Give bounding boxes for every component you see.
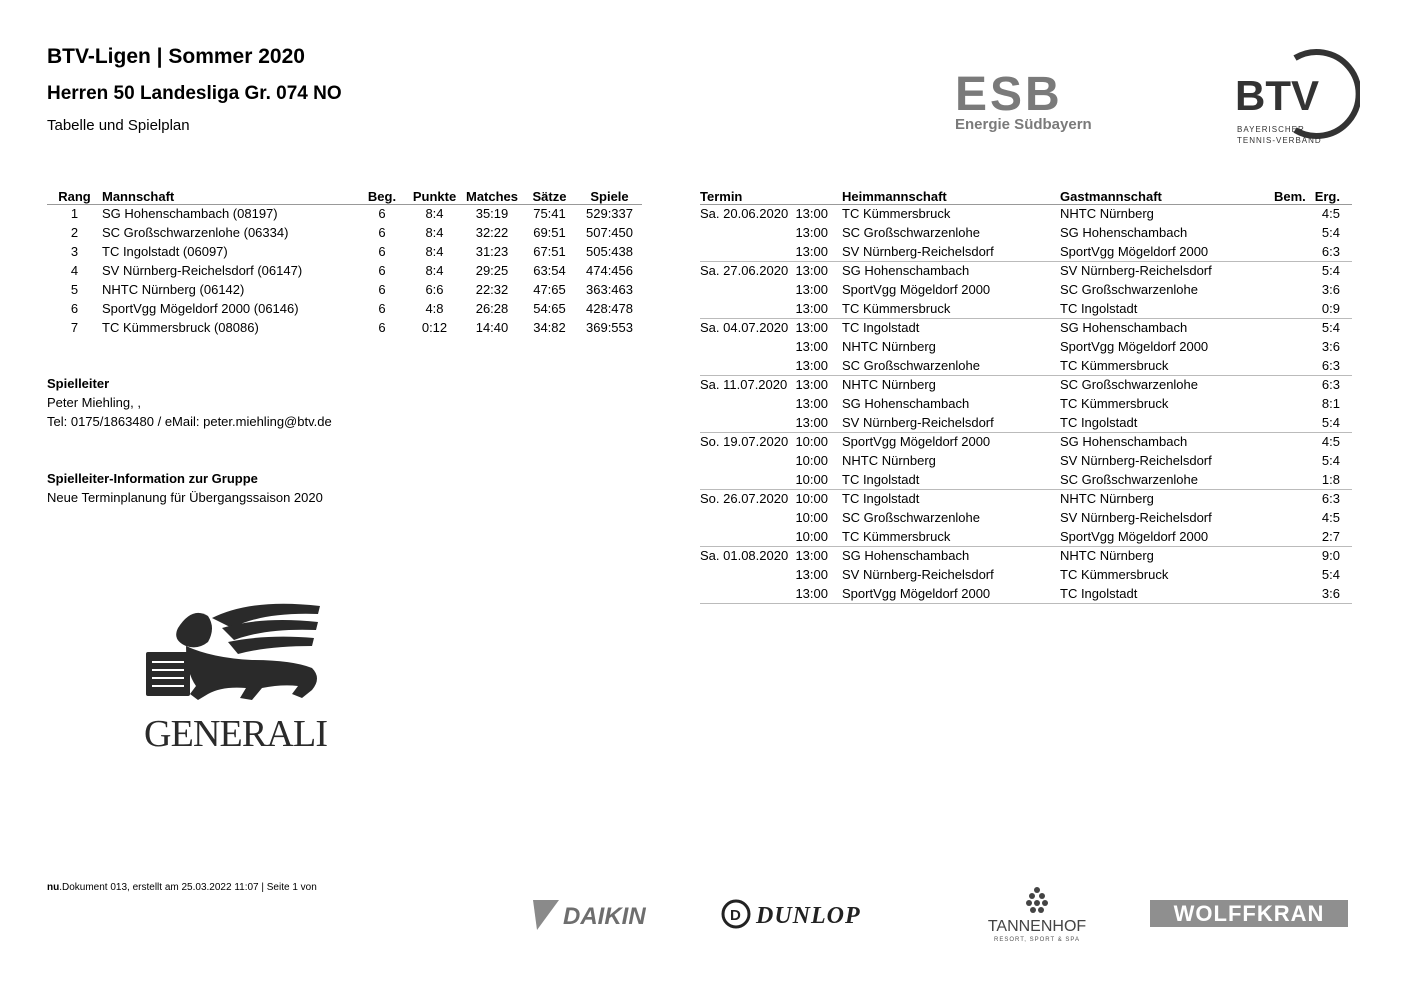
standings-cell-saetze: 67:51 bbox=[533, 244, 566, 259]
schedule-cell-bem bbox=[1274, 527, 1312, 546]
schedule-cell-bem bbox=[1274, 508, 1312, 527]
standings-cell-matches: 31:23 bbox=[475, 244, 509, 259]
schedule-row bbox=[700, 470, 1352, 489]
schedule-cell-erg: 4:5 bbox=[1321, 434, 1340, 450]
tannenhof-logo bbox=[975, 884, 1100, 944]
schedule-cell-date: Sa. 04.07.2020 bbox=[700, 320, 789, 336]
schedule-cell-guest: TC Ingolstadt bbox=[1060, 584, 1274, 603]
schedule-cell-date bbox=[700, 223, 793, 242]
schedule-cell-erg: 3:6 bbox=[1321, 339, 1340, 354]
schedule-cell-guest: SportVgg Mögeldorf 2000 bbox=[1060, 527, 1274, 546]
standings-cell-punkte: 6:6 bbox=[425, 282, 444, 297]
btv-logo-line1: BAYERISCHER bbox=[1237, 125, 1305, 134]
schedule-cell-date bbox=[700, 527, 793, 546]
schedule-cell-erg: 9:0 bbox=[1321, 548, 1340, 564]
schedule-cell-time: 10:00 bbox=[795, 434, 828, 450]
schedule-cell-time: 13:00 bbox=[795, 320, 828, 336]
standings-cell-spiele: 474:456 bbox=[586, 263, 633, 278]
daikin-wordmark: DAIKIN bbox=[563, 903, 646, 930]
col-rang: Rang bbox=[47, 184, 102, 204]
schedule-cell-erg: 6:3 bbox=[1321, 491, 1340, 507]
schedule-cell-time: 13:00 bbox=[793, 356, 842, 375]
schedule-cell-guest: TC Kümmersbruck bbox=[1060, 567, 1169, 582]
schedule-cell-date bbox=[700, 356, 793, 375]
schedule-cell-bem bbox=[1274, 318, 1312, 337]
schedule-cell-time: 10:00 bbox=[795, 510, 828, 525]
schedule-cell-time: 13:00 bbox=[793, 413, 842, 432]
standings-cell-matches: 22:32 bbox=[475, 282, 509, 297]
schedule-cell-time: 13:00 bbox=[793, 242, 842, 261]
standings-header-row bbox=[47, 184, 642, 204]
standings-cell-saetze: 63:54 bbox=[533, 263, 566, 278]
schedule-cell-home: SC Großschwarzenlohe bbox=[842, 510, 980, 525]
standings-cell-punkte: 8:4 bbox=[425, 263, 444, 278]
schedule-cell-bem bbox=[1274, 451, 1312, 470]
standings-cell-matches: 14:40 bbox=[475, 320, 509, 335]
standings-cell-rang: 1 bbox=[70, 206, 79, 222]
schedule-row bbox=[700, 242, 1352, 261]
schedule-row bbox=[700, 584, 1352, 603]
schedule-cell-home: NHTC Nürnberg bbox=[842, 339, 936, 354]
schedule-cell-erg: 1:8 bbox=[1312, 470, 1352, 489]
schedule-row bbox=[700, 413, 1352, 432]
col-erg: Erg. bbox=[1312, 184, 1352, 204]
standings-table bbox=[47, 184, 642, 337]
tannenhof-subtitle: RESORT, SPORT & SPA bbox=[994, 937, 1080, 943]
schedule-cell-home: SG Hohenschambach bbox=[842, 396, 970, 411]
schedule-row bbox=[700, 546, 1352, 565]
standings-cell-spiele: 529:337 bbox=[586, 206, 633, 222]
daikin-logo bbox=[533, 896, 691, 932]
standings-cell-punkte: 8:4 bbox=[425, 225, 444, 240]
schedule-cell-home: TC Kümmersbruck bbox=[842, 299, 1060, 318]
schedule-cell-bem bbox=[1274, 565, 1312, 584]
schedule-cell-bem bbox=[1274, 299, 1312, 318]
schedule-row bbox=[700, 337, 1352, 356]
schedule-cell-time: 13:00 bbox=[795, 282, 828, 297]
schedule-cell-guest: SG Hohenschambach bbox=[1060, 320, 1188, 336]
schedule-cell-erg: 8:1 bbox=[1321, 396, 1340, 411]
schedule-row bbox=[700, 527, 1352, 546]
schedule-cell-guest: NHTC Nürnberg bbox=[1060, 491, 1154, 507]
standings-cell-team: NHTC Nürnberg (06142) bbox=[102, 282, 245, 297]
schedule-cell-bem bbox=[1274, 584, 1312, 603]
tannenhof-wordmark: TANNENHOF bbox=[987, 918, 1087, 935]
standings-cell-spiele: 428:478 bbox=[586, 301, 633, 316]
standings-cell-rang: 6 bbox=[70, 301, 79, 316]
schedule-cell-home: NHTC Nürnberg bbox=[842, 453, 936, 468]
schedule-header-row bbox=[700, 184, 1352, 204]
schedule-table bbox=[700, 184, 1352, 604]
schedule-cell-erg: 5:4 bbox=[1321, 320, 1340, 336]
pinecone-icon bbox=[1026, 887, 1048, 913]
schedule-cell-home: SportVgg Mögeldorf 2000 bbox=[842, 434, 991, 450]
standings-cell-team: SG Hohenschambach (08197) bbox=[102, 206, 278, 222]
schedule-cell-date bbox=[700, 584, 793, 603]
wolffkran-logo: WOLFFKRAN bbox=[1150, 900, 1348, 927]
col-saetze: Sätze bbox=[522, 184, 577, 204]
schedule-cell-guest: SV Nürnberg-Reichelsdorf bbox=[1060, 263, 1212, 279]
standings-cell-matches: 29:25 bbox=[475, 263, 509, 278]
standings-cell-spiele: 507:450 bbox=[586, 225, 633, 240]
schedule-cell-bem bbox=[1274, 375, 1312, 394]
schedule-cell-erg: 6:3 bbox=[1321, 377, 1340, 393]
spielleiter-name: Peter Miehling, , bbox=[47, 395, 141, 410]
schedule-cell-guest: NHTC Nürnberg bbox=[1060, 206, 1154, 222]
footer-doc-text: .Dokument 013, erstellt am 25.03.2022 11:07 | Seite 1 von bbox=[59, 882, 317, 893]
schedule-cell-date: So. 19.07.2020 bbox=[700, 434, 789, 450]
schedule-cell-time: 13:00 bbox=[795, 206, 828, 222]
schedule-cell-home: TC Ingolstadt bbox=[842, 320, 920, 336]
schedule-cell-home: TC Ingolstadt bbox=[842, 470, 1060, 489]
schedule-cell-time: 13:00 bbox=[793, 584, 842, 603]
col-matches: Matches bbox=[462, 184, 522, 204]
schedule-cell-home: SportVgg Mögeldorf 2000 bbox=[842, 584, 1060, 603]
schedule-cell-erg: 3:6 bbox=[1312, 584, 1352, 603]
col-termin: Termin bbox=[700, 184, 842, 204]
col-beg: Beg. bbox=[357, 184, 407, 204]
schedule-cell-erg: 3:6 bbox=[1321, 282, 1340, 297]
dunlop-logo bbox=[720, 898, 928, 930]
schedule-cell-date bbox=[700, 337, 793, 356]
esb-logo bbox=[953, 70, 1113, 134]
schedule-cell-bem bbox=[1274, 546, 1312, 565]
schedule-cell-date bbox=[700, 470, 793, 489]
standings-cell-spiele: 505:438 bbox=[586, 244, 633, 259]
schedule-row bbox=[700, 356, 1352, 375]
standings-row bbox=[47, 299, 642, 318]
footer-document-info bbox=[47, 882, 317, 893]
standings-cell-saetze: 75:41 bbox=[533, 206, 566, 222]
schedule-cell-bem bbox=[1274, 204, 1312, 223]
daikin-triangle-icon bbox=[533, 900, 559, 930]
standings-cell-punkte: 8:4 bbox=[425, 244, 444, 259]
standings-row bbox=[47, 204, 642, 223]
schedule-row bbox=[700, 508, 1352, 527]
schedule-cell-bem bbox=[1274, 470, 1312, 489]
schedule-row bbox=[700, 280, 1352, 299]
schedule-cell-home: SV Nürnberg-Reichelsdorf bbox=[842, 567, 994, 582]
schedule-cell-erg: 6:3 bbox=[1312, 242, 1352, 261]
schedule-cell-guest: SC Großschwarzenlohe bbox=[1060, 282, 1198, 297]
schedule-cell-home: TC Ingolstadt bbox=[842, 491, 920, 507]
schedule-cell-time: 10:00 bbox=[793, 527, 842, 546]
schedule-cell-erg: 6:3 bbox=[1312, 356, 1352, 375]
schedule-cell-date bbox=[700, 242, 793, 261]
standings-row bbox=[47, 318, 642, 337]
standings-cell-saetze: 47:65 bbox=[533, 282, 566, 297]
generali-wordmark: GENERALI bbox=[144, 713, 328, 750]
schedule-cell-date: So. 26.07.2020 bbox=[700, 491, 789, 507]
page-subtitle: Herren 50 Landesliga Gr. 074 NO bbox=[47, 83, 342, 104]
schedule-cell-time: 13:00 bbox=[795, 567, 828, 582]
schedule-row bbox=[700, 432, 1352, 451]
standings-cell-matches: 32:22 bbox=[475, 225, 509, 240]
schedule-row bbox=[700, 489, 1352, 508]
schedule-cell-date bbox=[700, 508, 793, 527]
schedule-cell-date bbox=[700, 394, 793, 413]
schedule-cell-erg: 4:5 bbox=[1321, 510, 1340, 525]
schedule-cell-home: SG Hohenschambach bbox=[842, 263, 970, 279]
schedule-cell-date bbox=[700, 413, 793, 432]
schedule-cell-guest: TC Kümmersbruck bbox=[1060, 356, 1274, 375]
schedule-cell-guest: SC Großschwarzenlohe bbox=[1060, 470, 1274, 489]
standings-cell-saetze: 34:82 bbox=[533, 320, 566, 335]
svg-text:D: D bbox=[730, 907, 741, 924]
schedule-cell-bem bbox=[1274, 280, 1312, 299]
schedule-cell-erg: 2:7 bbox=[1312, 527, 1352, 546]
standings-row bbox=[47, 280, 642, 299]
standings-cell-team: TC Ingolstadt (06097) bbox=[102, 244, 228, 259]
col-mannschaft: Mannschaft bbox=[102, 184, 357, 204]
schedule-cell-date: Sa. 27.06.2020 bbox=[700, 263, 789, 279]
schedule-cell-time: 13:00 bbox=[795, 225, 828, 240]
schedule-cell-guest: TC Ingolstadt bbox=[1060, 299, 1274, 318]
schedule-cell-guest: SC Großschwarzenlohe bbox=[1060, 377, 1198, 393]
schedule-cell-time: 10:00 bbox=[793, 470, 842, 489]
btv-logo-main: BTV bbox=[1235, 72, 1319, 119]
schedule-cell-guest: SportVgg Mögeldorf 2000 bbox=[1060, 242, 1274, 261]
schedule-row bbox=[700, 394, 1352, 413]
schedule-cell-guest: SV Nürnberg-Reichelsdorf bbox=[1060, 453, 1212, 468]
col-punkte: Punkte bbox=[407, 184, 462, 204]
col-gastmannschaft: Gastmannschaft bbox=[1060, 184, 1274, 204]
btv-logo-line2: TENNIS-VERBAND bbox=[1237, 136, 1322, 145]
schedule-cell-date: Sa. 01.08.2020 bbox=[700, 548, 789, 564]
standings-cell-rang: 5 bbox=[70, 282, 79, 297]
schedule-cell-erg: 5:4 bbox=[1321, 453, 1340, 468]
schedule-row bbox=[700, 375, 1352, 394]
schedule-cell-bem bbox=[1274, 394, 1312, 413]
schedule-cell-home: SportVgg Mögeldorf 2000 bbox=[842, 282, 991, 297]
schedule-cell-time: 10:00 bbox=[795, 453, 828, 468]
schedule-cell-bem bbox=[1274, 489, 1312, 508]
schedule-cell-date bbox=[700, 451, 793, 470]
standings-cell-beg: 6 bbox=[378, 244, 386, 259]
schedule-cell-erg: 5:4 bbox=[1321, 263, 1340, 279]
standings-cell-rang: 2 bbox=[70, 225, 79, 240]
schedule-cell-guest: SportVgg Mögeldorf 2000 bbox=[1060, 339, 1209, 354]
schedule-cell-home: SV Nürnberg-Reichelsdorf bbox=[842, 242, 1060, 261]
btv-logo bbox=[1235, 48, 1360, 146]
standings-cell-matches: 35:19 bbox=[475, 206, 509, 222]
standings-cell-rang: 3 bbox=[70, 244, 79, 259]
schedule-cell-guest: SV Nürnberg-Reichelsdorf bbox=[1060, 510, 1212, 525]
schedule-row bbox=[700, 318, 1352, 337]
schedule-cell-home: SC Großschwarzenlohe bbox=[842, 356, 1060, 375]
schedule-cell-guest: NHTC Nürnberg bbox=[1060, 548, 1154, 564]
schedule-cell-bem bbox=[1274, 413, 1312, 432]
schedule-row bbox=[700, 299, 1352, 318]
schedule-cell-date bbox=[700, 280, 793, 299]
schedule-row bbox=[700, 261, 1352, 280]
schedule-cell-bem bbox=[1274, 337, 1312, 356]
schedule-cell-date: Sa. 11.07.2020 bbox=[700, 377, 788, 393]
generali-logo bbox=[142, 598, 330, 750]
schedule-row bbox=[700, 565, 1352, 584]
standings-cell-matches: 26:28 bbox=[475, 301, 509, 316]
schedule-cell-bem bbox=[1274, 356, 1312, 375]
dunlop-wordmark: DUNLOP bbox=[756, 903, 861, 929]
gruppeninfo-text: Neue Terminplanung für Übergangssaison 2020 bbox=[47, 490, 323, 505]
standings-cell-beg: 6 bbox=[378, 320, 386, 335]
page-title: BTV-Ligen | Sommer 2020 bbox=[47, 45, 305, 68]
schedule-cell-date: Sa. 20.06.2020 bbox=[700, 206, 789, 222]
schedule-cell-guest: SG Hohenschambach bbox=[1060, 225, 1188, 240]
standings-cell-team: SC Großschwarzenlohe (06334) bbox=[102, 225, 289, 240]
schedule-cell-home: SG Hohenschambach bbox=[842, 548, 970, 564]
standings-cell-team: TC Kümmersbruck (08086) bbox=[102, 320, 259, 335]
schedule-cell-time: 10:00 bbox=[795, 491, 828, 507]
standings-cell-punkte: 4:8 bbox=[425, 301, 444, 316]
schedule-row bbox=[700, 223, 1352, 242]
standings-row bbox=[47, 261, 642, 280]
col-heimmannschaft: Heimmannschaft bbox=[842, 184, 1060, 204]
schedule-cell-home: SV Nürnberg-Reichelsdorf bbox=[842, 413, 1060, 432]
schedule-cell-time: 13:00 bbox=[795, 396, 828, 411]
esb-logo-sub: Energie Südbayern bbox=[955, 116, 1092, 133]
standings-cell-punkte: 0:12 bbox=[421, 320, 448, 335]
schedule-cell-home: SC Großschwarzenlohe bbox=[842, 225, 980, 240]
schedule-cell-home: TC Kümmersbruck bbox=[842, 206, 951, 222]
schedule-cell-date bbox=[700, 565, 793, 584]
page-description: Tabelle und Spielplan bbox=[47, 117, 190, 134]
standings-row bbox=[47, 242, 642, 261]
schedule-cell-home: NHTC Nürnberg bbox=[842, 377, 936, 393]
footer-doc-prefix: nu bbox=[47, 882, 60, 893]
schedule-cell-date bbox=[700, 299, 793, 318]
schedule-row bbox=[700, 451, 1352, 470]
schedule-cell-bem bbox=[1274, 223, 1312, 242]
standings-cell-beg: 6 bbox=[378, 225, 386, 240]
standings-cell-beg: 6 bbox=[378, 301, 386, 316]
schedule-cell-bem bbox=[1274, 242, 1312, 261]
schedule-cell-guest: SG Hohenschambach bbox=[1060, 434, 1188, 450]
schedule-row bbox=[700, 204, 1352, 223]
standings-cell-spiele: 363:463 bbox=[586, 282, 633, 297]
schedule-cell-erg: 5:4 bbox=[1321, 567, 1340, 582]
spielleiter-heading: Spielleiter bbox=[47, 376, 110, 391]
schedule-cell-erg: 4:5 bbox=[1321, 206, 1340, 222]
schedule-cell-bem bbox=[1274, 261, 1312, 280]
spielleiter-contact: Tel: 0175/1863480 / eMail: peter.miehling@btv.de bbox=[47, 414, 332, 429]
schedule-cell-guest: TC Kümmersbruck bbox=[1060, 396, 1169, 411]
standings-cell-beg: 6 bbox=[378, 206, 386, 222]
col-spiele: Spiele bbox=[577, 184, 642, 204]
standings-cell-beg: 6 bbox=[378, 282, 386, 297]
standings-cell-rang: 7 bbox=[70, 320, 79, 335]
schedule-cell-time: 13:00 bbox=[795, 263, 828, 279]
standings-cell-rang: 4 bbox=[70, 263, 79, 278]
gruppeninfo-heading: Spielleiter-Information zur Gruppe bbox=[47, 471, 258, 486]
standings-row bbox=[47, 223, 642, 242]
standings-cell-beg: 6 bbox=[378, 263, 386, 278]
esb-logo-main: ESB bbox=[955, 70, 1063, 121]
standings-cell-saetze: 69:51 bbox=[533, 225, 566, 240]
schedule-cell-erg: 5:4 bbox=[1312, 413, 1352, 432]
standings-cell-team: SportVgg Mögeldorf 2000 (06146) bbox=[102, 301, 299, 316]
standings-cell-team: SV Nürnberg-Reichelsdorf (06147) bbox=[102, 263, 303, 278]
schedule-cell-time: 13:00 bbox=[795, 339, 828, 354]
schedule-cell-erg: 5:4 bbox=[1321, 225, 1340, 240]
schedule-cell-time: 13:00 bbox=[795, 548, 828, 564]
schedule-cell-home: TC Kümmersbruck bbox=[842, 527, 1060, 546]
col-bem: Bem. bbox=[1274, 184, 1312, 204]
standings-cell-saetze: 54:65 bbox=[533, 301, 566, 316]
standings-cell-punkte: 8:4 bbox=[425, 206, 444, 222]
schedule-cell-erg: 0:9 bbox=[1312, 299, 1352, 318]
schedule-cell-guest: TC Ingolstadt bbox=[1060, 413, 1274, 432]
standings-cell-spiele: 369:553 bbox=[586, 320, 633, 335]
schedule-cell-bem bbox=[1274, 432, 1312, 451]
schedule-cell-time: 13:00 bbox=[795, 377, 828, 393]
schedule-cell-time: 13:00 bbox=[793, 299, 842, 318]
